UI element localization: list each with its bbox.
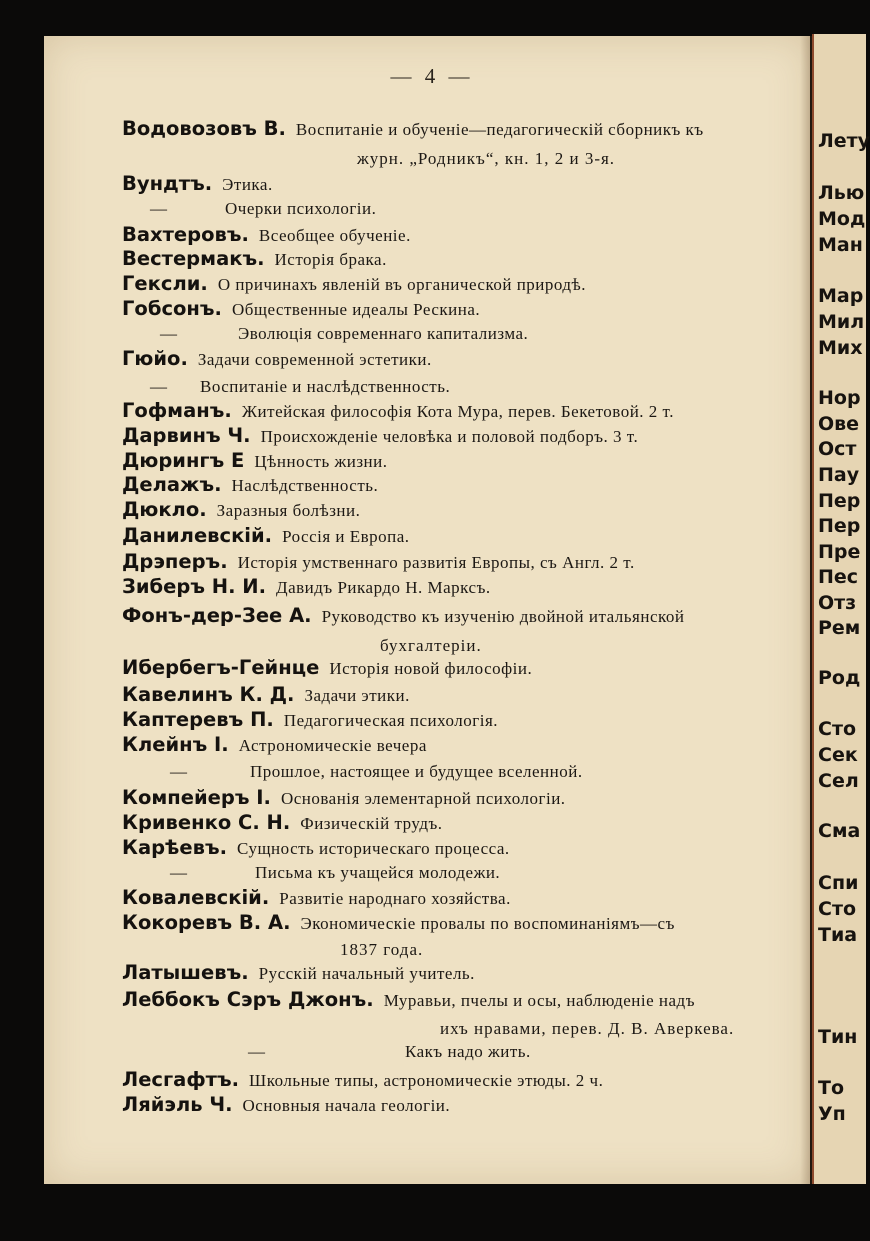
- right-page-fragment: Сто: [818, 898, 857, 920]
- book-title: Руководство къ изученію двойной итальянской: [321, 607, 685, 626]
- catalog-entry: [122, 682, 794, 708]
- catalog-entry: [122, 574, 794, 600]
- author-name: Вундтъ.: [122, 172, 213, 195]
- catalog-entry: [122, 885, 794, 911]
- author-name: Кокоревъ В. А.: [122, 911, 291, 934]
- right-page-fragment: Тин: [818, 1026, 858, 1048]
- book-title: Русскій начальный учитель.: [258, 964, 475, 983]
- catalog-entry: [122, 987, 794, 1013]
- right-page-fragment: Тиа: [818, 924, 858, 946]
- right-page-fragment: Мих: [818, 337, 863, 359]
- catalog-entry: [122, 732, 794, 758]
- right-page-fragment: Ост: [818, 438, 857, 460]
- author-name: Кавелинъ К. Д.: [122, 683, 295, 706]
- book-title-continuation: бухгалтеріи.: [380, 636, 482, 655]
- catalog-entry: [122, 1067, 794, 1093]
- book-title-continuation: 1837 года.: [340, 940, 424, 959]
- author-name: Ляйэль Ч.: [122, 1093, 233, 1116]
- book-title: Россія и Европа.: [282, 527, 410, 546]
- book-title: Житейская философія Кота Мура, перев. Бекетовой. 2 т.: [241, 402, 674, 421]
- author-name: Карѣевъ.: [122, 836, 228, 859]
- right-page-fragment: Ове: [818, 413, 860, 435]
- right-page-fragment: Пер: [818, 490, 861, 512]
- author-name: Дюрингъ Е: [122, 449, 245, 472]
- author-name: Ибербегъ-Гейнце: [122, 656, 320, 679]
- right-page-fragment: Сма: [818, 820, 861, 842]
- book-title: Основныя начала геологіи.: [242, 1096, 451, 1115]
- book-title: Этика.: [222, 175, 273, 194]
- ditto-dash: —: [160, 324, 177, 343]
- book-title: Исторія новой философіи.: [329, 659, 533, 678]
- book-title: Экономическіе провалы по воспоминаніямъ—съ: [300, 914, 675, 933]
- catalog-entry: [122, 497, 794, 523]
- book-title-continuation: журн. „Родникъ“, кн. 1, 2 и 3-я.: [357, 149, 616, 168]
- author-name: Гофманъ.: [122, 399, 232, 422]
- catalog-entry: [122, 1092, 794, 1118]
- page-number: — 4 —: [390, 64, 474, 88]
- catalog-entry: [122, 472, 794, 498]
- catalog-entry: [122, 448, 794, 474]
- right-page-fragment: Лью: [818, 182, 865, 204]
- book-title: Воспитаніе и наслѣдственность.: [200, 377, 451, 396]
- author-name: Гобсонъ.: [122, 297, 222, 320]
- book-title: Эволюція современнаго капитализма.: [238, 324, 529, 343]
- book-title: Исторія умственнаго развитія Европы, съ Англ. 2 т.: [237, 553, 635, 572]
- catalog-entry: [122, 346, 794, 372]
- right-page-fragment: Уп: [818, 1103, 846, 1125]
- book-title: Педагогическая психологія.: [283, 711, 499, 730]
- ditto-dash: —: [170, 863, 187, 882]
- right-page-fragment: Лету: [818, 130, 870, 152]
- author-name: Дюкло.: [122, 498, 207, 521]
- catalog-entry: [122, 835, 794, 861]
- right-page-fragment: Сто: [818, 718, 857, 740]
- catalog-entry: [122, 296, 794, 322]
- book-title: Письма къ учащейся молодежи.: [255, 863, 501, 882]
- author-name: Водовозовъ В.: [122, 117, 286, 140]
- book-title: Астрономическіе вечера: [238, 736, 427, 755]
- author-name: Фонъ-дер-Зее А.: [122, 604, 312, 627]
- catalog-entry: [122, 523, 794, 549]
- right-page-fragment: Пре: [818, 541, 861, 563]
- right-page-fragment: Ман: [818, 234, 863, 256]
- right-page-fragment: Род: [818, 667, 861, 689]
- author-name: Ковалевскій.: [122, 886, 270, 909]
- author-name: Вестермакъ.: [122, 247, 265, 270]
- catalog-entry: [122, 603, 794, 629]
- catalog-entry: [122, 398, 794, 424]
- book-title: Воспитаніе и обученіе—педагогическій сборникъ къ: [295, 120, 704, 139]
- right-page-fragment: Пау: [818, 464, 860, 486]
- catalog-entry: [122, 810, 794, 836]
- author-name: Кривенко С. Н.: [122, 811, 291, 834]
- book-title: Физическій трудъ.: [300, 814, 443, 833]
- author-name: Леббокъ Сэръ Джонъ.: [122, 988, 374, 1011]
- book-title-continuation: ихъ нравами, перев. Д. В. Аверкева.: [440, 1019, 735, 1038]
- book-title: Всеобщее обученіе.: [258, 226, 411, 245]
- book-title: Школьные типы, астрономическіе этюды. 2 ч.: [249, 1071, 604, 1090]
- author-name: Гюйо.: [122, 347, 188, 370]
- catalog-entry: [122, 549, 794, 575]
- catalog-entry: [122, 246, 794, 272]
- catalog-entry: [122, 707, 794, 733]
- catalog-entry: [122, 423, 794, 449]
- book-title: Сущность историческаго процесса.: [237, 839, 510, 858]
- book-title: Заразныя болѣзни.: [216, 501, 361, 520]
- catalog-entry: [122, 960, 794, 986]
- catalog-entry: [122, 910, 794, 936]
- right-page-fragment: Отз: [818, 592, 857, 614]
- author-name: Делажъ.: [122, 473, 222, 496]
- catalog-entry: [122, 655, 794, 681]
- book-title: Давидъ Рикардо Н. Марксъ.: [276, 578, 491, 597]
- right-page-fragment: Пес: [818, 566, 859, 588]
- right-page-fragment: Сел: [818, 770, 859, 792]
- ditto-dash: —: [170, 762, 187, 781]
- book-title: Основанія элементарной психологіи.: [280, 789, 566, 808]
- author-name: Вахтеровъ.: [122, 223, 249, 246]
- catalog-entry: [122, 116, 794, 142]
- right-page-fragment: Нор: [818, 387, 861, 409]
- book-title: Муравьи, пчелы и осы, наблюденіе надъ: [383, 991, 695, 1010]
- book-title: Исторія брака.: [274, 250, 387, 269]
- author-name: Каптеревъ П.: [122, 708, 274, 731]
- right-page-fragment: Мод: [818, 208, 866, 230]
- right-page-fragment: То: [818, 1077, 845, 1099]
- book-title: Наслѣдственность.: [231, 476, 379, 495]
- right-page-fragment: Сек: [818, 744, 858, 766]
- author-name: Дарвинъ Ч.: [122, 424, 251, 447]
- book-title: Задачи современной эстетики.: [197, 350, 432, 369]
- catalog-entry: [122, 785, 794, 811]
- ditto-dash: —: [150, 199, 167, 218]
- right-page-fragment: Пер: [818, 515, 861, 537]
- author-name: Дрэперъ.: [122, 550, 228, 573]
- catalog-entry: [122, 222, 794, 248]
- author-name: Компейеръ І.: [122, 786, 271, 809]
- book-title: Цѣнность жизни.: [254, 452, 388, 471]
- right-page-fragment: Мар: [818, 285, 864, 307]
- catalog-entry: [122, 271, 794, 297]
- ditto-dash: —: [150, 377, 167, 396]
- right-page-fragment: Мил: [818, 311, 865, 333]
- ditto-dash: —: [248, 1042, 265, 1061]
- book-title: Какъ надо жить.: [405, 1042, 531, 1061]
- book-title: Прошлое, настоящее и будущее вселенной.: [250, 762, 583, 781]
- author-name: Гексли.: [122, 272, 208, 295]
- right-page-fragment: Рем: [818, 617, 861, 639]
- book-title: Очерки психологіи.: [225, 199, 377, 218]
- book-title: Общественные идеалы Рескина.: [231, 300, 481, 319]
- book-title: Происхожденіе человѣка и половой подборъ. 3 т.: [260, 427, 639, 446]
- author-name: Лесгафтъ.: [122, 1068, 240, 1091]
- right-page-fragment: Спи: [818, 872, 859, 894]
- catalog-entry: [122, 171, 794, 197]
- book-title: Развитіе народнаго хозяйства.: [279, 889, 511, 908]
- author-name: Клейнъ І.: [122, 733, 229, 756]
- author-name: Зиберъ Н. И.: [122, 575, 267, 598]
- book-title: О причинахъ явленій въ органической природѣ.: [217, 275, 587, 294]
- book-title: Задачи этики.: [304, 686, 410, 705]
- author-name: Данилевскій.: [122, 524, 273, 547]
- author-name: Латышевъ.: [122, 961, 249, 984]
